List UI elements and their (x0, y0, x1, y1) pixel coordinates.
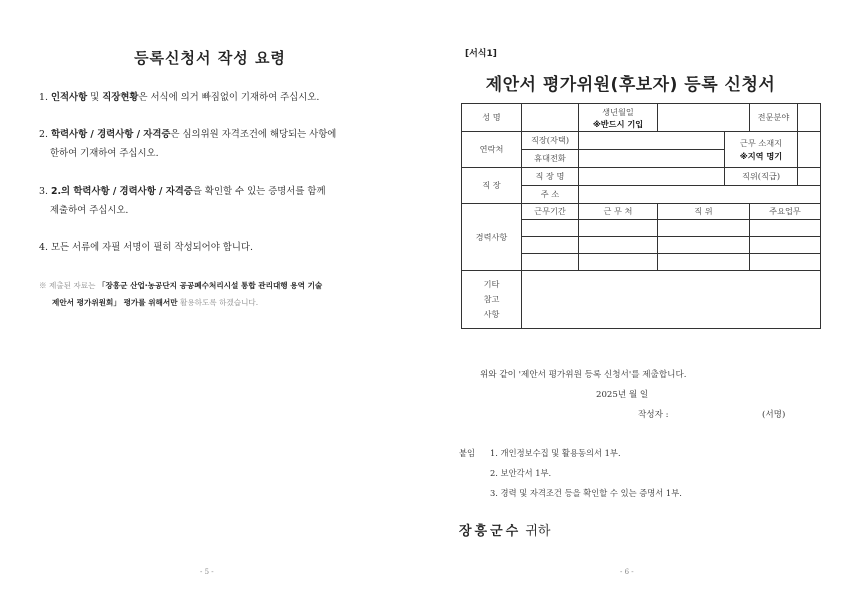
career-cell[interactable] (750, 237, 821, 254)
left-page (0, 0, 420, 595)
etc-label: 사항 (483, 309, 500, 319)
location-label: 근무 소재지 (739, 137, 783, 148)
instructions-title: 등록신청서 작성 요령 (134, 49, 286, 67)
right-page (420, 0, 841, 595)
career-cell[interactable] (750, 254, 821, 271)
attachment-item-2: 2. 보안각서 1부. (490, 468, 552, 478)
career-cell[interactable] (579, 237, 658, 254)
address-field[interactable] (579, 186, 821, 204)
item-number: 1. (39, 92, 48, 103)
etc-label-cell (462, 271, 522, 329)
address-label: 주 소 (522, 186, 579, 204)
item-bold: 2.의 학력사항 / 경력사항 / 자격증 (50, 186, 193, 197)
item-bold: 직장현황 (102, 92, 139, 103)
item-text: 을 확인할 수 있는 증명서를 함께 (192, 186, 326, 197)
career-cell[interactable] (522, 254, 579, 271)
career-header-period: 근무기간 (522, 204, 579, 220)
note-suffix: 활용하도록 하겠습니다. (179, 298, 259, 307)
phone-label: 직장(자택) (522, 132, 579, 150)
attachment-label: 붙임 (459, 448, 476, 458)
etc-field[interactable] (522, 271, 821, 329)
note-strong: 제안서 평가위원회」 평가를 위해서만 (52, 298, 178, 307)
attachment-item-1: 1. 개인정보수집 및 활용동의서 1부. (490, 448, 621, 458)
submission-note (39, 277, 394, 311)
etc-label: 기타 (483, 279, 500, 289)
position-field[interactable] (798, 168, 821, 186)
item-number: 2. (39, 129, 48, 140)
location-note: ※지역 명기 (739, 150, 783, 161)
note-mark: ※ (39, 281, 47, 290)
career-cell[interactable] (522, 220, 579, 237)
birth-label: 생년월일 (602, 106, 634, 117)
career-cell[interactable] (522, 237, 579, 254)
contact-label: 연락처 (462, 132, 522, 168)
company-label: 직 장 명 (522, 168, 579, 186)
page-number: - 5 - (200, 568, 214, 576)
location-label-cell (725, 132, 798, 168)
sign-label: (서명) (762, 410, 786, 420)
career-header-workplace: 근 무 처 (579, 204, 658, 220)
note-prefix: 제출된 자료는 (49, 281, 96, 290)
item-text: 은 서식에 의거 빠짐없이 기재하여 주십시오. (138, 92, 320, 103)
career-cell[interactable] (658, 254, 750, 271)
attachment-item-3: 3. 경력 및 자격조건 등을 확인할 수 있는 증명서 1부. (490, 488, 682, 498)
mobile-label: 휴대전화 (522, 150, 579, 168)
item-bold: 인적사항 (50, 92, 88, 103)
registration-form-table (461, 103, 821, 329)
career-header-duty: 주요업무 (750, 204, 821, 220)
item-text: 은 심의위원 자격조건에 해당되는 사항에 (170, 129, 337, 140)
item-text: 모든 서류에 자필 서명이 필히 작성되어야 합니다. (50, 242, 253, 253)
name-field[interactable] (522, 104, 579, 132)
writer-label: 작성자 : (638, 410, 669, 420)
page-number: - 6 - (620, 568, 634, 576)
career-header-position: 직 위 (658, 204, 750, 220)
company-field[interactable] (579, 168, 725, 186)
career-cell[interactable] (750, 220, 821, 237)
addressee-name: 장흥군수 (459, 524, 522, 539)
item-text-line2: 한하여 기재하여 주십시오. (50, 148, 159, 159)
etc-label: 참고 (483, 294, 500, 304)
instruction-item-3 (39, 182, 389, 220)
item-number: 4. (39, 242, 48, 253)
career-cell[interactable] (579, 220, 658, 237)
birth-label-cell (579, 104, 658, 132)
career-cell[interactable] (579, 254, 658, 271)
item-text: 및 (87, 92, 103, 103)
instruction-item-2 (39, 125, 389, 163)
item-number: 3. (39, 186, 48, 197)
birth-field[interactable] (658, 104, 750, 132)
birth-note: ※반드시 기입 (592, 118, 644, 129)
position-label: 직위(직급) (725, 168, 798, 186)
item-bold: 학력사항 / 경력사항 / 자격증 (50, 129, 171, 140)
date-line: 2025년 월 일 (596, 390, 649, 400)
instruction-item-4 (39, 238, 389, 257)
career-label: 경력사항 (462, 204, 522, 271)
addressee (459, 520, 551, 539)
location-field[interactable] (798, 132, 821, 168)
note-strong: 「장흥군 산업·농공단지 공공폐수처리시설 통합 관리대행 용역 기술 (97, 281, 323, 290)
mobile-field[interactable] (579, 150, 725, 168)
phone-field[interactable] (579, 132, 725, 150)
career-cell[interactable] (658, 220, 750, 237)
addressee-suffix: 귀하 (525, 524, 551, 539)
item-text-line2: 제출하여 주십시오. (50, 205, 129, 216)
field-label: 전문분야 (750, 104, 798, 132)
job-label: 직 장 (462, 168, 522, 204)
form-title: 제안서 평가위원(후보자) 등록 신청서 (485, 75, 776, 95)
instruction-item-1 (39, 88, 389, 107)
form-tag: [서식1] (465, 49, 497, 59)
field-input[interactable] (798, 104, 821, 132)
career-cell[interactable] (658, 237, 750, 254)
name-label: 성 명 (462, 104, 522, 132)
submission-statement: 위와 같이 '제안서 평가위원 등록 신청서'를 제출합니다. (480, 370, 687, 380)
